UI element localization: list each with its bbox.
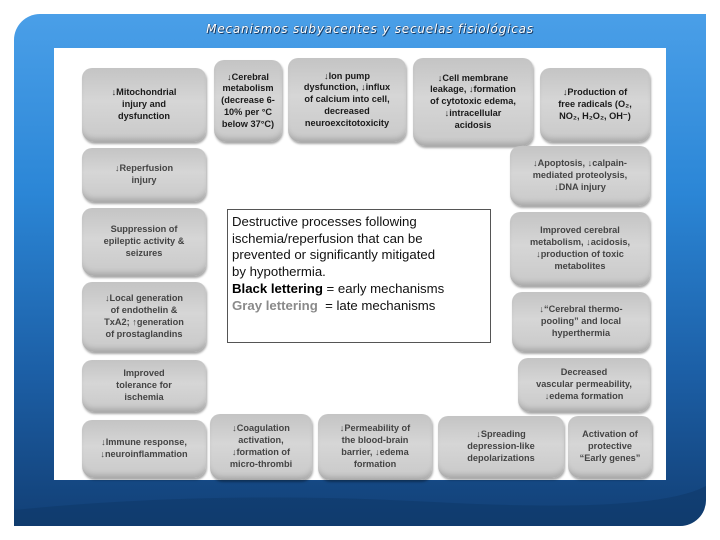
mechanism-label: Activation of protective “Early genes” [579, 429, 641, 463]
mechanism-label: ↓Reperfusion injury [114, 163, 174, 185]
legend-gray-key: Gray lettering [232, 298, 318, 313]
mechanism-label: ↓Production of free radicals (O₂, NO₂, H₂O₂, OH⁻) [558, 87, 632, 121]
mechanism-label: ↓Apoptosis, ↓calpain- mediated proteolysis, ↓DNA injury [532, 158, 628, 192]
legend-row-late [232, 297, 486, 314]
mechanism-label: Decreased vascular permeability, ↓edema formation [536, 367, 632, 401]
legend-gray-def: = late mechanisms [317, 298, 436, 313]
legend-black-def: = early mechanisms [322, 281, 445, 296]
mechanism-ion-pump [288, 58, 406, 142]
mechanism-mitochondrial [82, 68, 206, 142]
slide-wave-decoration [14, 480, 706, 526]
mechanism-label: Suppression of epileptic activity & seizures [103, 224, 185, 258]
mechanism-label: ↓Cerebral metabolism (decrease 6- 10% per °C below 37°C) [221, 71, 275, 129]
mechanism-label: ↓Spreading depression-like depolarizations [467, 429, 535, 463]
mechanism-reperfusion [82, 148, 206, 202]
mechanism-free-radicals [540, 68, 650, 142]
mechanism-immune [82, 420, 206, 478]
legend-heading: Destructive processes following ischemia/reperfusion that can be prevented or significantly mitigated by hypothermia. [232, 214, 436, 279]
slide-title: Mecanismos subyacentes y secuelas fisiológicas [206, 22, 534, 36]
mechanism-spreading [438, 416, 564, 478]
mechanism-label: ↓Coagulation activation, ↓formation of micro-thrombi [229, 423, 293, 469]
mechanism-label: ↓“Cerebral thermo- pooling” and local hyperthermia [539, 304, 623, 338]
mechanism-apoptosis [510, 146, 650, 206]
mechanism-cerebral-metabolism [214, 60, 282, 142]
mechanism-thermo-pooling [512, 292, 650, 352]
mechanism-improved-metabolism [510, 212, 650, 286]
mechanism-label: ↓Cell membrane leakage, ↓formation of cytotoxic edema, ↓intracellular acidosis [430, 72, 516, 130]
mechanism-label: Improved tolerance for ischemia [116, 368, 172, 402]
mechanism-coagulation [210, 414, 312, 480]
mechanism-label: ↓Immune response, ↓neuroinflammation [100, 437, 188, 459]
mechanism-endothelin [82, 282, 206, 352]
mechanism-bbb [318, 414, 432, 480]
mechanism-label: ↓Permeability of the blood-brain barrier, ↓edema formation [339, 423, 411, 469]
legend-row-early [232, 280, 486, 297]
legend-box [227, 209, 491, 343]
mechanism-label: Improved cerebral metabolism, ↓acidosis, ↓production of toxic metabolites [529, 225, 631, 271]
mechanism-vascular-permeability [518, 358, 650, 412]
mechanism-label: ↓Ion pump dysfunction, ↓influx of calcium into cell, decreased neuroexcitotoxicity [303, 70, 391, 128]
mechanism-early-genes [568, 416, 652, 478]
mechanism-ischemia-tolerance [82, 360, 206, 412]
mechanism-label: ↓Local generation of endothelin & TxA2; ↑generation of prostaglandins [104, 293, 184, 339]
mechanism-epileptic [82, 208, 206, 276]
mechanism-label: ↓Mitochondrial injury and dysfunction [111, 87, 177, 121]
legend-black-key: Black lettering [232, 281, 323, 296]
mechanism-cell-membrane [413, 58, 533, 146]
